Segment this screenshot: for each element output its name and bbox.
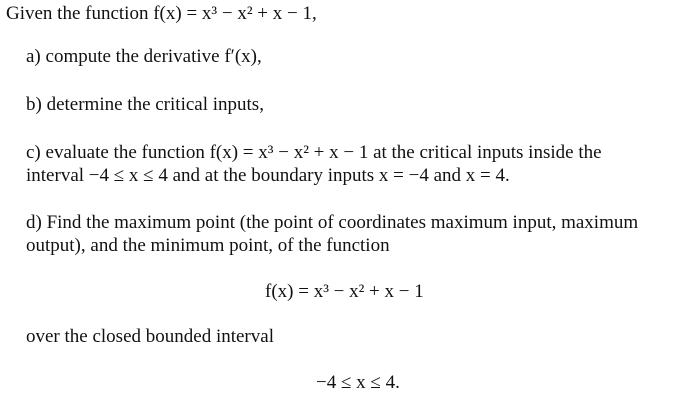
part-d-text-line1: d) Find the maximum point (the point of coordinates maximum input, maximum xyxy=(26,212,639,233)
interval-intro-text: over the closed bounded interval xyxy=(26,326,274,347)
part-b-text: b) determine the critical inputs, xyxy=(26,94,264,115)
interval-expression: −4 ≤ x ≤ 4. xyxy=(316,372,400,393)
part-c-text-line1: c) evaluate the function f(x) = x³ − x² + x − 1 at the critical inputs inside the xyxy=(26,142,602,163)
part-c-text-line2: interval −4 ≤ x ≤ 4 and at the boundary inputs x = −4 and x = 4. xyxy=(26,165,510,186)
function-formula: f(x) = x³ − x² + x − 1 xyxy=(265,281,424,302)
part-a-text: a) compute the derivative f′(x), xyxy=(26,46,262,67)
part-d-text-line2: output), and the minimum point, of the function xyxy=(26,235,390,256)
problem-intro: Given the function f(x) = x³ − x² + x − 1, xyxy=(6,3,317,24)
